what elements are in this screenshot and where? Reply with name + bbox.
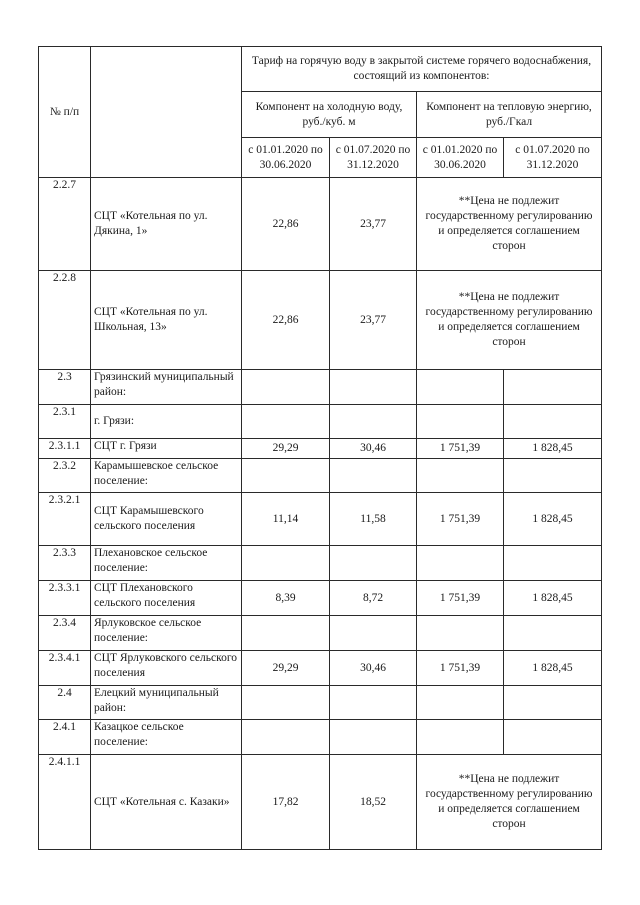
header-period-2: с 01.07.2020 по 31.12.2020 <box>330 138 417 178</box>
row-name: Грязинский муниципальный район: <box>91 370 242 405</box>
row-name: Карамышевское сельское поселение: <box>91 459 242 493</box>
table-row <box>39 178 602 271</box>
row-name: СЦТ Плехановского сельского поселения <box>91 581 242 616</box>
row-name: Ярлуковское сельское поселение: <box>91 616 242 651</box>
heat-value-1: 1 751,39 <box>417 581 504 616</box>
price-note: **Цена не подлежит государственному регулированию и определяется соглашением сторон <box>417 271 602 370</box>
row-num: 2.3.2 <box>39 459 91 493</box>
cold-value-1: 17,82 <box>242 755 330 850</box>
heat-value-2: 1 828,45 <box>504 493 602 546</box>
row-num: 2.2.7 <box>39 178 91 271</box>
cold-value-1: 22,86 <box>242 178 330 271</box>
table-row <box>39 439 602 459</box>
row-name: СЦТ г. Грязи <box>91 439 242 459</box>
table-row <box>39 581 602 616</box>
table-row <box>39 616 602 651</box>
table-row <box>39 686 602 720</box>
row-num: 2.4 <box>39 686 91 720</box>
row-num: 2.3.4.1 <box>39 651 91 686</box>
row-name: СЦТ Ярлуковского сельского поселения <box>91 651 242 686</box>
cold-value-2: 18,52 <box>330 755 417 850</box>
row-name: г. Грязи: <box>91 405 242 439</box>
heat-value-1: 1 751,39 <box>417 651 504 686</box>
cold-value-1: 8,39 <box>242 581 330 616</box>
table-row <box>39 459 602 493</box>
cold-value-2: 30,46 <box>330 439 417 459</box>
cold-value-2: 30,46 <box>330 651 417 686</box>
row-name: СЦТ «Котельная с. Казаки» <box>91 755 242 850</box>
table-row <box>39 405 602 439</box>
row-num: 2.3 <box>39 370 91 405</box>
cold-value-2: 23,77 <box>330 271 417 370</box>
row-name: СЦТ «Котельная по ул. Дякина, 1» <box>91 178 242 271</box>
row-num: 2.3.3.1 <box>39 581 91 616</box>
header-period-3: с 01.01.2020 по 30.06.2020 <box>417 138 504 178</box>
price-note: **Цена не подлежит государственному регулированию и определяется соглашением сторон <box>417 755 602 850</box>
cold-value-1: 29,29 <box>242 651 330 686</box>
table-row <box>39 755 602 850</box>
header-cold: Компонент на холодную воду, руб./куб. м <box>242 92 417 138</box>
cold-value-2: 8,72 <box>330 581 417 616</box>
header-period-4: с 01.07.2020 по 31.12.2020 <box>504 138 602 178</box>
price-note: **Цена не подлежит государственному регулированию и определяется соглашением сторон <box>417 178 602 271</box>
heat-value-2: 1 828,45 <box>504 439 602 459</box>
row-name: Казацкое сельское поселение: <box>91 720 242 755</box>
table-row <box>39 493 602 546</box>
row-name: Плехановское сельское поселение: <box>91 546 242 581</box>
row-num: 2.4.1.1 <box>39 755 91 850</box>
row-name: Елецкий муниципальный район: <box>91 686 242 720</box>
heat-value-2: 1 828,45 <box>504 651 602 686</box>
header-main: Тариф на горячую воду в закрытой системе горячего водоснабжения, состоящий из компонентов: <box>242 47 602 92</box>
table-row <box>39 720 602 755</box>
row-num: 2.2.8 <box>39 271 91 370</box>
row-num: 2.3.1.1 <box>39 439 91 459</box>
table-row <box>39 546 602 581</box>
header-num: № п/п <box>39 47 91 178</box>
cold-value-2: 11,58 <box>330 493 417 546</box>
tariff-table <box>38 46 602 850</box>
heat-value-1: 1 751,39 <box>417 493 504 546</box>
header-heat: Компонент на тепловую энергию, руб./Гкал <box>417 92 602 138</box>
heat-value-2: 1 828,45 <box>504 581 602 616</box>
table-row <box>39 271 602 370</box>
row-name: СЦТ «Котельная по ул. Школьная, 13» <box>91 271 242 370</box>
row-num: 2.3.1 <box>39 405 91 439</box>
row-num: 2.3.3 <box>39 546 91 581</box>
table-row <box>39 370 602 405</box>
row-name: СЦТ Карамышевского сельского поселения <box>91 493 242 546</box>
row-num: 2.3.4 <box>39 616 91 651</box>
table-row <box>39 651 602 686</box>
cold-value-1: 11,14 <box>242 493 330 546</box>
header-period-1: с 01.01.2020 по 30.06.2020 <box>242 138 330 178</box>
header-name-blank <box>91 47 242 178</box>
row-num: 2.3.2.1 <box>39 493 91 546</box>
cold-value-1: 22,86 <box>242 271 330 370</box>
cold-value-2: 23,77 <box>330 178 417 271</box>
cold-value-1: 29,29 <box>242 439 330 459</box>
row-num: 2.4.1 <box>39 720 91 755</box>
heat-value-1: 1 751,39 <box>417 439 504 459</box>
